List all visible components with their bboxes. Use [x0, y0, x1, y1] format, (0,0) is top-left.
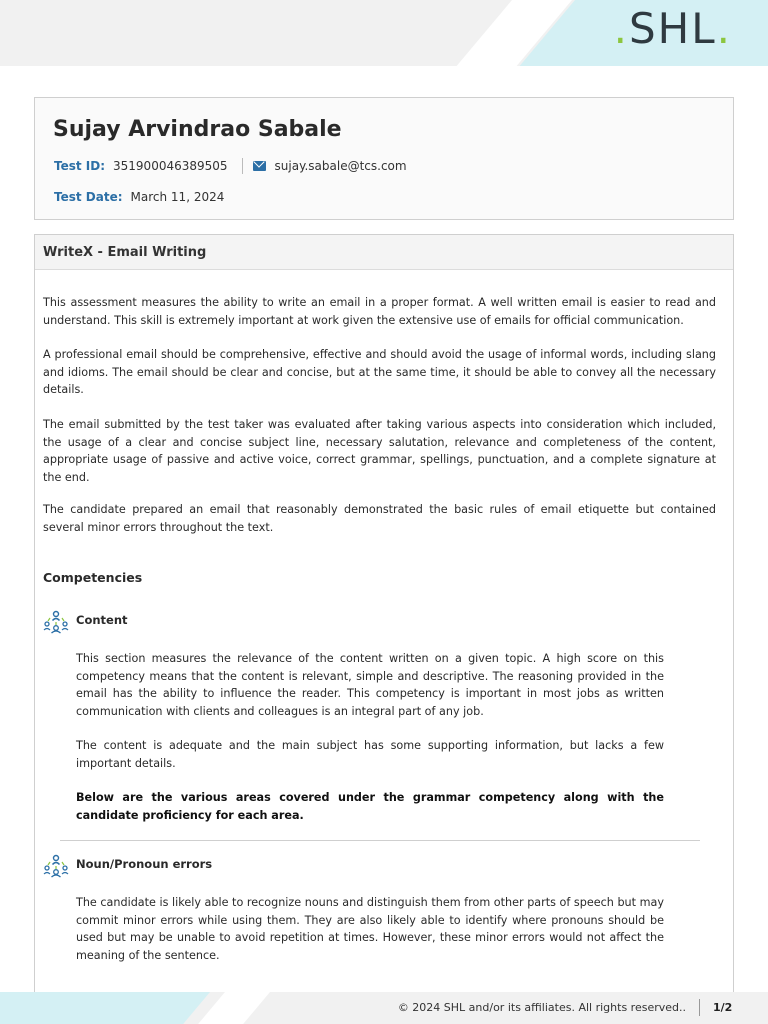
competency-paragraph: The content is adequate and the main subject has some supporting information, but lacks a few important details. [76, 739, 664, 770]
footer-stripe-teal [0, 992, 210, 1024]
test-id-value: 351900046389505 [113, 159, 228, 173]
candidate-email[interactable]: sujay.sabale@tcs.com [274, 159, 407, 173]
competency-title-content: Content [76, 613, 128, 627]
meta-divider [242, 158, 243, 174]
competency-note: Below are the various areas covered under the grammar competency along with the candidate proficiency for each area. [76, 791, 664, 822]
competency-paragraph: The candidate is likely able to recognize nouns and distinguish them from other parts of speech but may commit minor errors while using them. They are also likely able to identify where pronouns should be used but may be unable to avoid repetition at times. However, these minor errors would not affect the meaning of the sentence. [76, 896, 664, 962]
intro-paragraph: The email submitted by the test taker was evaluated after taking various aspects into consideration which included, the usage of a clear and concise subject line, necessary salutation, relevance and completeness of the content, appropriate usage of passive and active voice, correct grammar, spellings, punctuation, and a complete signature at the end. [43, 418, 716, 484]
page-number: 1/2 [713, 1001, 733, 1014]
section-title: WriteX - Email Writing [35, 235, 733, 270]
test-id-label: Test ID: [54, 159, 106, 173]
test-date-value: March 11, 2024 [130, 190, 225, 204]
header-band [0, 0, 768, 66]
competency-paragraph: This section measures the relevance of the content written on a given topic. A high score on this competency means that the content is relevant, simple and descriptive. The reasoning provided in the email has the ability to influence the reader. This competency is important in most jobs as written communication with clients and colleagues is an integral part of any job. [76, 652, 664, 718]
intro-paragraph: This assessment measures the ability to write an email in a proper format. A well written email is easier to read and understand. This skill is extremely important at work given the extensive use of emails for official communication. [43, 296, 716, 327]
divider [60, 840, 700, 841]
test-id-row [54, 158, 407, 174]
competency-title-noun-pronoun: Noun/Pronoun errors [76, 857, 213, 871]
writex-section [34, 234, 734, 994]
people-network-icon [43, 609, 69, 635]
intro-paragraph: The candidate prepared an email that reasonably demonstrated the basic rules of email etiquette but contained several minor errors throughout the text. [43, 503, 716, 534]
mail-icon [253, 161, 266, 171]
shl-logo: .SHL. [613, 4, 732, 53]
competencies-title: Competencies [43, 570, 143, 585]
candidate-name: Sujay Arvindrao Sabale [53, 117, 342, 142]
people-network-icon [43, 853, 69, 879]
test-date-label: Test Date: [54, 190, 123, 204]
footer-divider [699, 999, 700, 1016]
candidate-card [34, 97, 734, 220]
copyright-text: © 2024 SHL and/or its affiliates. All rights reserved.. [397, 1001, 686, 1014]
footer [0, 992, 768, 1024]
test-date-row [54, 190, 224, 204]
footer-stripe-white [198, 992, 270, 1024]
intro-paragraph: A professional email should be comprehensive, effective and should avoid the usage of informal words, including slang and idioms. The email should be clear and concise, but at the same time, it should be able to convey all the necessary details. [43, 348, 716, 396]
